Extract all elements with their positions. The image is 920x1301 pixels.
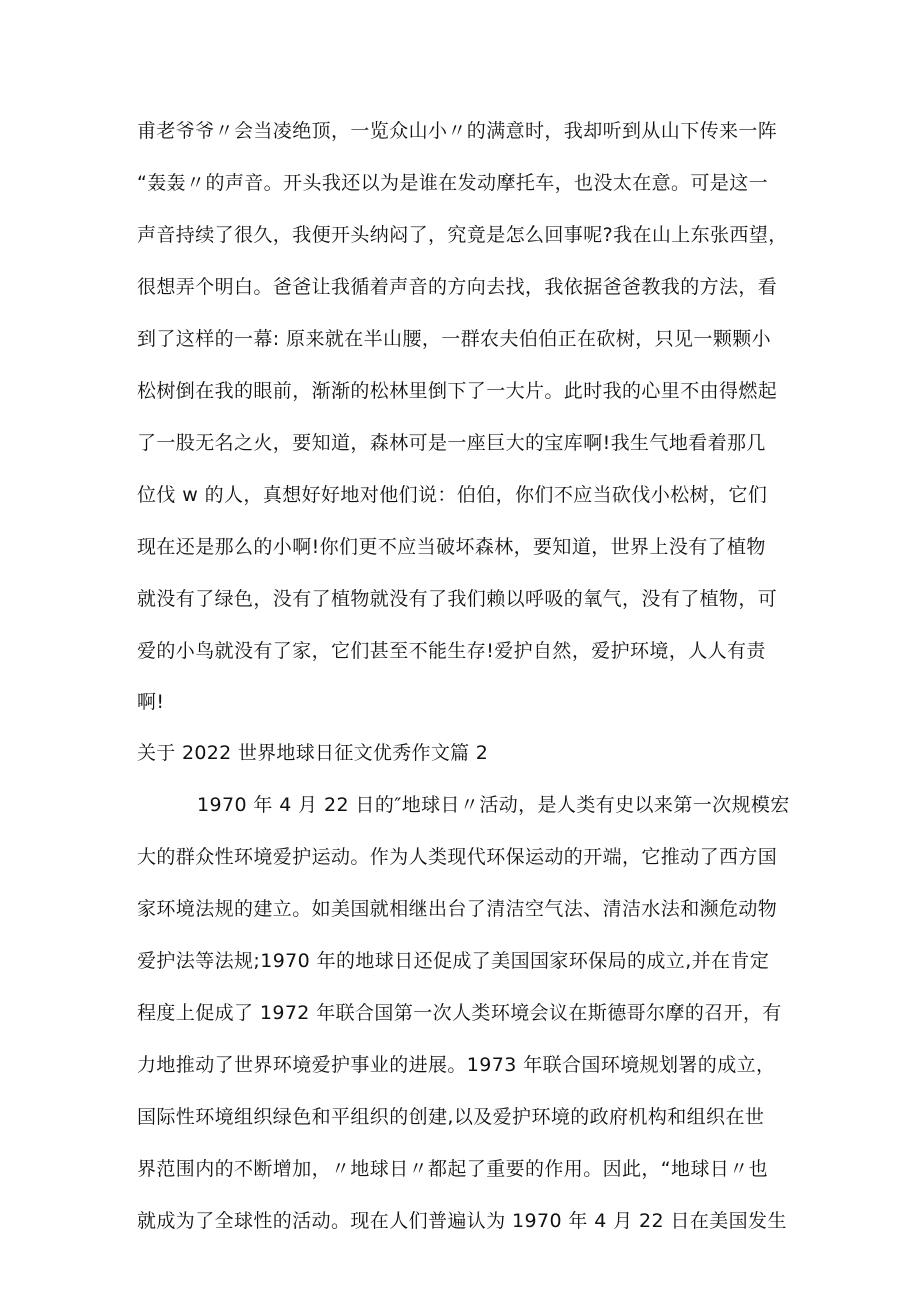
paragraph-1-line-2: “轰轰〃的声音。开头我还以为是谁在发动摩托车，也没太在意。可是这一 — [137, 172, 769, 194]
paragraph-1-line-12: 啊! — [137, 691, 165, 713]
paragraph-1-line-11: 爱的小鸟就没有了家，它们甚至不能生存!爱护自然，爱护环境，人人有责 — [137, 640, 766, 662]
paragraph-2-line-9: 就成为了全球性的活动。现在人们普遍认为 1970 年 4 月 22 日在美国发生 — [137, 1210, 787, 1232]
paragraph-2-line-3: 家环境法规的建立。如美国就相继出台了清洁空气法、清洁水法和濒危动物 — [137, 898, 778, 920]
paragraph-2-line-6: 力地推动了世界环境爱护事业的进展。1973 年联合国环境规划署的成立， — [137, 1054, 776, 1076]
paragraph-1-line-3: 声音持续了很久，我便开头纳闷了，究竟是怎么回事呢?我在山上东张西望， — [137, 224, 788, 246]
paragraph-2-line-5: 程度上促成了 1972 年联合国第一次人类环境会议在斯德哥尔摩的召开，有 — [137, 1002, 782, 1024]
paragraph-2-line-1: 1970 年 4 月 22 日的″地球日〃活动，是人类有史以来第一次规模宏 — [197, 794, 790, 816]
paragraph-1-line-4: 很想弄个明白。爸爸让我循着声音的方向去找，我依据爸爸教我的方法，看 — [137, 276, 778, 298]
paragraph-2-line-8: 界范围内的不断增加，〃地球日〃都起了重要的作用。因此，“地球日〃也 — [137, 1158, 769, 1180]
paragraph-1-line-8: 位伐 w 的人，真想好好地对他们说：伯伯，你们不应当砍伐小松树，它们 — [137, 484, 768, 506]
paragraph-1-line-10: 就没有了绿色，没有了植物就没有了我们赖以呼吸的氧气，没有了植物，可 — [137, 588, 778, 610]
paragraph-1-line-5: 到了这样的一幕: 原来就在半山腰，一群农夫伯伯正在砍树，只见一颗颗小 — [137, 328, 772, 350]
paragraph-2-line-7: 国际性环境组织绿色和平组织的创建,以及爱护环境的政府机构和组织在世 — [137, 1106, 765, 1128]
paragraph-2-line-4: 爱护法等法规;1970 年的地球日还促成了美国国家环保局的成立,并在肯定 — [137, 950, 770, 972]
paragraph-1-line-1: 甫老爷爷〃会当凌绝顶，一览众山小〃的满意时，我却听到从山下传来一阵 — [137, 120, 778, 142]
paragraph-1-line-9: 现在还是那么的小啊!你们更不应当破坏森林，要知道，世界上没有了植物 — [137, 536, 766, 558]
paragraph-1-line-7: 了一股无名之火，要知道，森林可是一座巨大的宝库啊!我生气地看着那几 — [137, 432, 766, 454]
paragraph-2-line-2: 大的群众性环境爱护运动。作为人类现代环保运动的开端，它推动了西方国 — [137, 846, 778, 868]
section-heading: 关于 2022 世界地球日征文优秀作文篇 2 — [137, 742, 489, 764]
paragraph-1-line-6: 松树倒在我的眼前，渐渐的松林里倒下了一大片。此时我的心里不由得燃起 — [137, 380, 778, 402]
